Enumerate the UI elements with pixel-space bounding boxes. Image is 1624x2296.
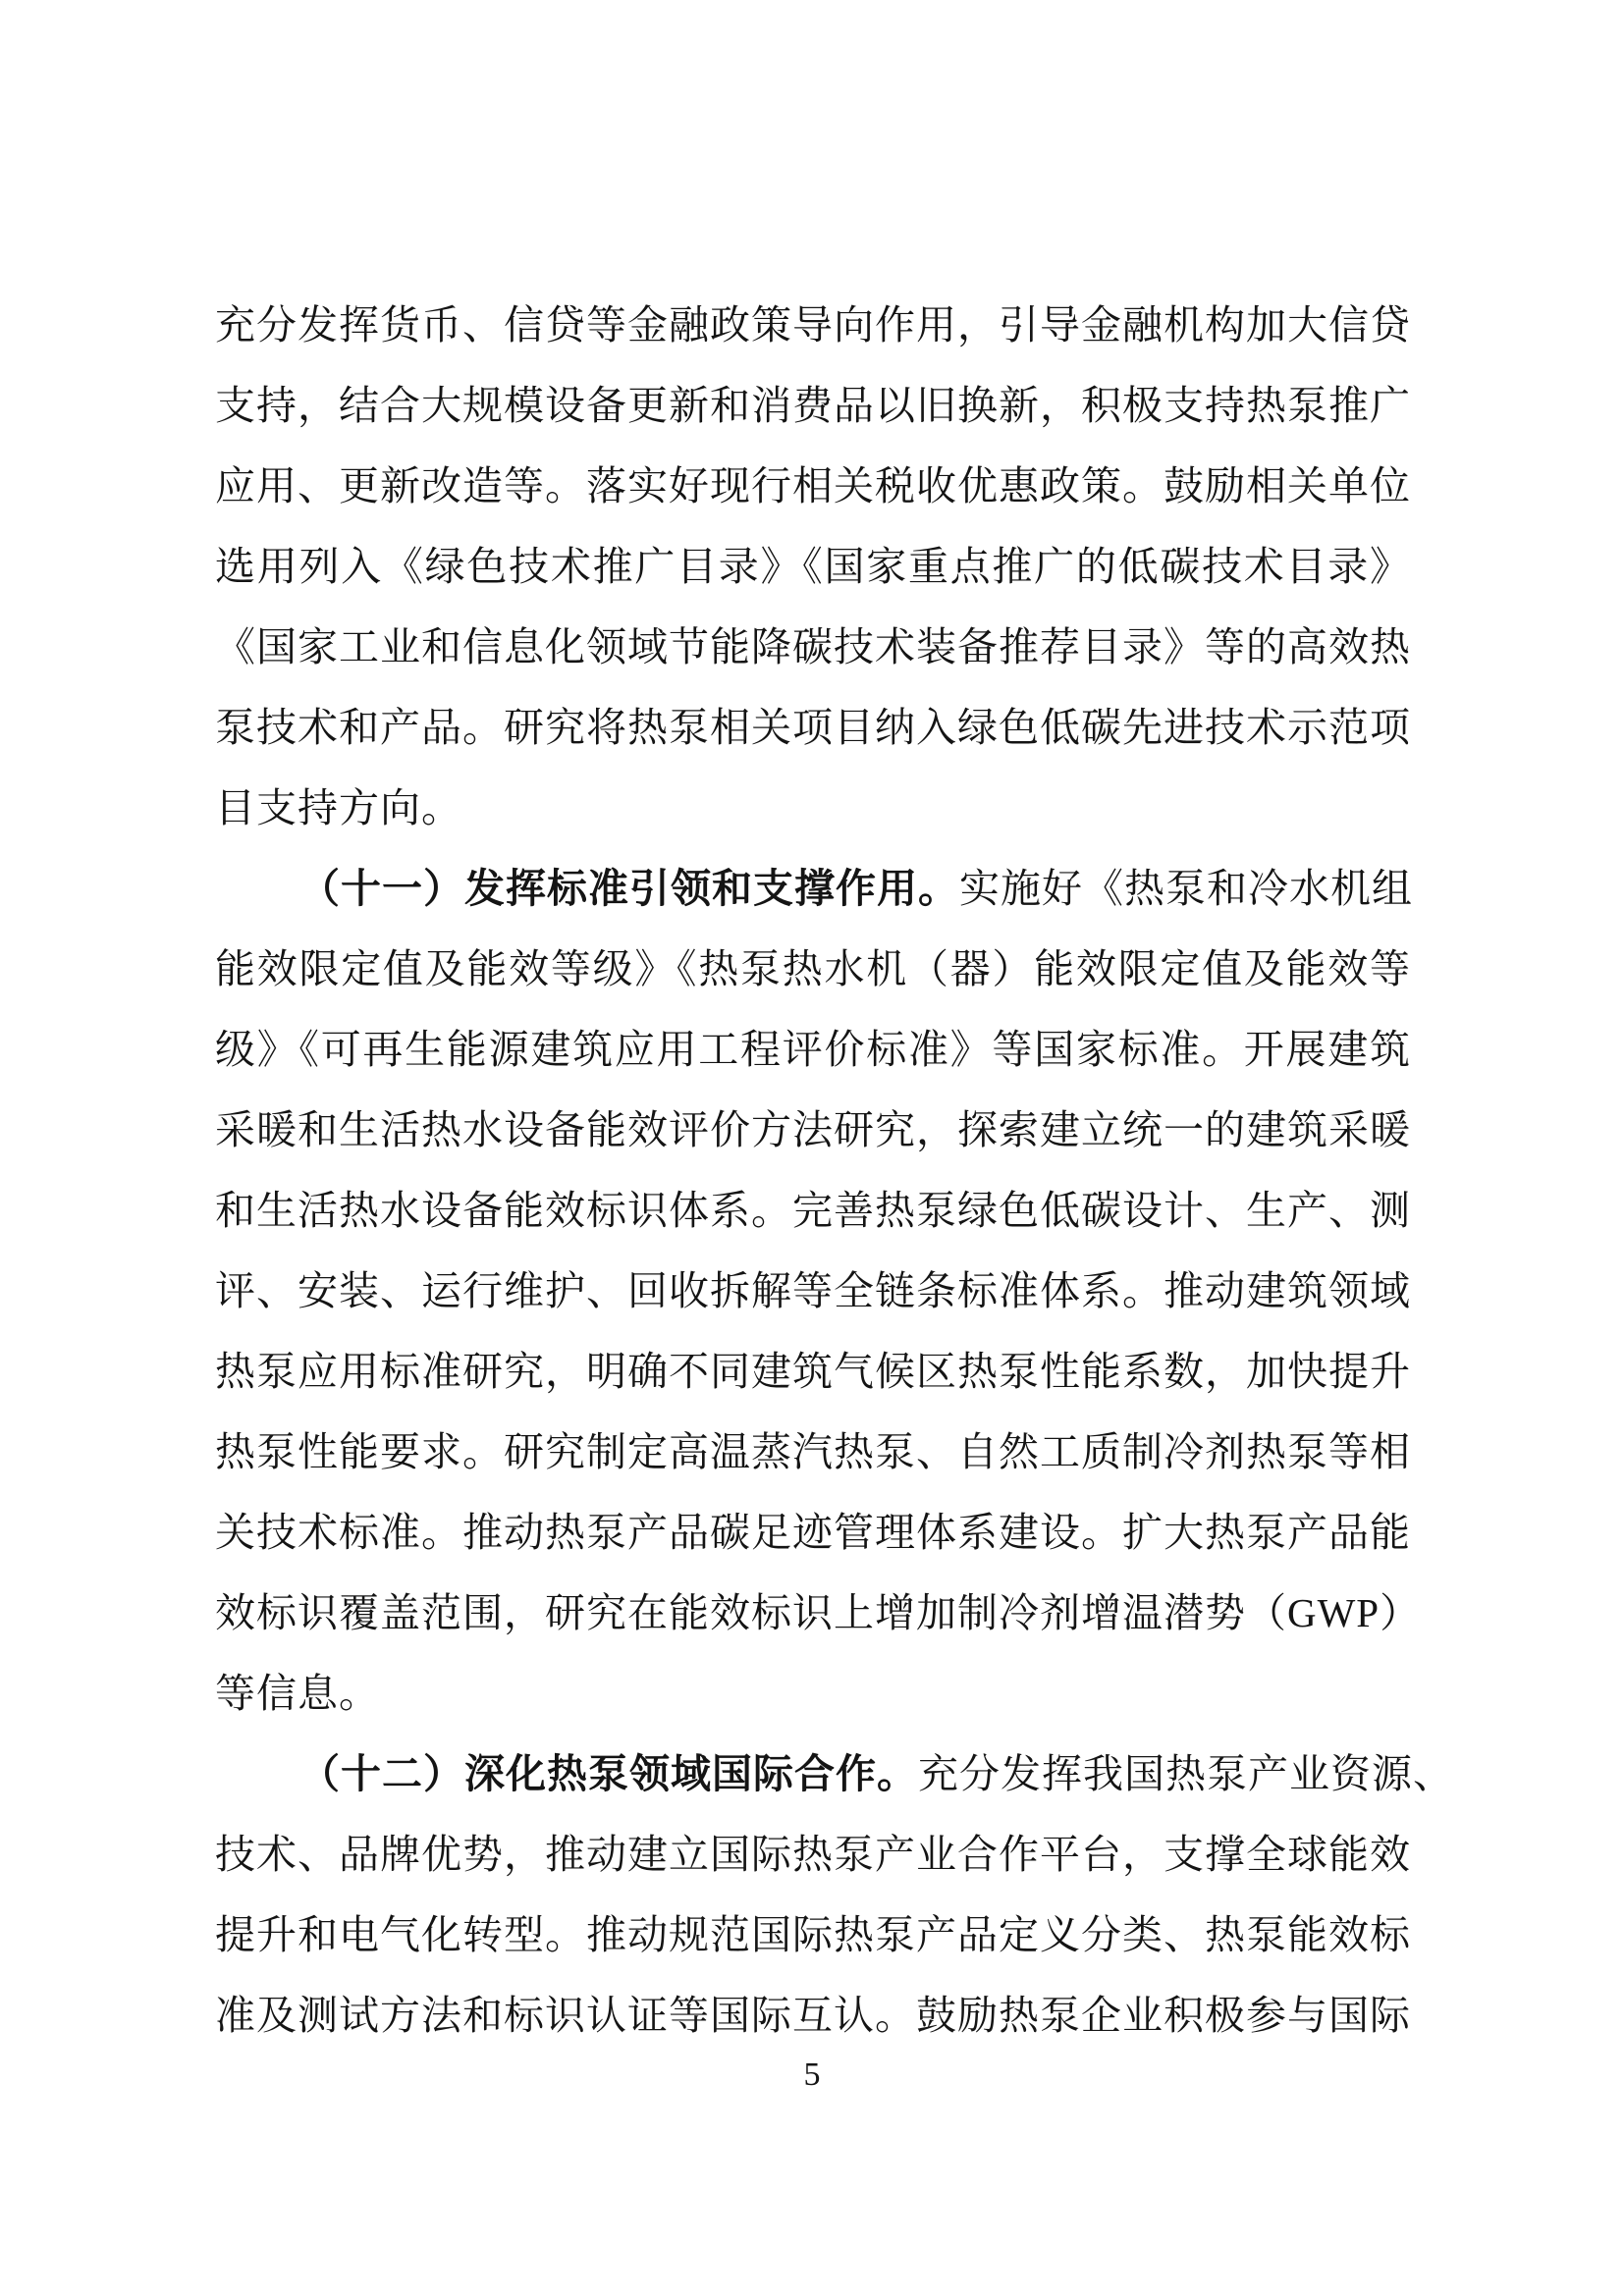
text-line: 和生活热水设备能效标识体系。完善热泵绿色低碳设计、生产、测 bbox=[215, 1188, 1411, 1233]
text-line: 级》《可再生能源建筑应用工程评价标准》等国家标准。开展建筑 bbox=[215, 1027, 1411, 1072]
section-12-heading: （十二）深化热泵领域国际合作。 bbox=[299, 1751, 918, 1796]
text-line: 关技术标准。推动热泵产品碳足迹管理体系建设。扩大热泵产品能 bbox=[215, 1510, 1411, 1555]
text-line: 能效限定值及能效等级》《热泵热水机（器）能效限定值及能效等 bbox=[215, 946, 1411, 991]
text-line: 支持，结合大规模设备更新和消费品以旧换新，积极支持热泵推广 bbox=[215, 383, 1411, 428]
section-11-body-start: 实施好《热泵和冷水机组 bbox=[959, 866, 1413, 911]
text-line: 技术、品牌优势，推动建立国际热泵产业合作平台，支撑全球能效 bbox=[215, 1832, 1411, 1877]
section-11-heading-line bbox=[215, 848, 1411, 929]
text-line: 泵技术和产品。研究将热泵相关项目纳入绿色低碳先进技术示范项 bbox=[215, 705, 1411, 750]
paragraph-end-line: 等信息。 bbox=[215, 1671, 380, 1716]
text-line: 热泵性能要求。研究制定高温蒸汽热泵、自然工质制冷剂热泵等相 bbox=[215, 1429, 1411, 1474]
text-line: 选用列入《绿色技术推广目录》《国家重点推广的低碳技术目录》 bbox=[215, 544, 1411, 589]
text-line: 准及测试方法和标识认证等国际互认。鼓励热泵企业积极参与国际 bbox=[215, 1993, 1411, 2038]
text-line: 提升和电气化转型。推动规范国际热泵产品定义分类、热泵能效标 bbox=[215, 1912, 1411, 1957]
text-line: 应用、更新改造等。落实好现行相关税收优惠政策。鼓励相关单位 bbox=[215, 463, 1411, 508]
text-line: 评、安装、运行维护、回收拆解等全链条标准体系。推动建筑领域 bbox=[215, 1268, 1411, 1313]
section-12-body-start: 充分发挥我国热泵产业资源、 bbox=[918, 1751, 1454, 1796]
section-12-heading-line bbox=[215, 1734, 1454, 1814]
text-line: 《国家工业和信息化领域节能降碳技术装备推荐目录》等的高效热 bbox=[215, 624, 1411, 669]
text-line: 充分发挥货币、信贷等金融政策导向作用，引导金融机构加大信贷 bbox=[215, 302, 1411, 347]
page-number: 5 bbox=[803, 2056, 821, 2093]
document-body bbox=[215, 285, 1454, 2056]
paragraph-end-line: 目支持方向。 bbox=[215, 785, 462, 830]
text-line: 采暖和生活热水设备能效评价方法研究，探索建立统一的建筑采暖 bbox=[215, 1107, 1411, 1152]
section-11-heading: （十一）发挥标准引领和支撑作用。 bbox=[299, 866, 959, 911]
text-line: 热泵应用标准研究，明确不同建筑气候区热泵性能系数，加快提升 bbox=[215, 1349, 1411, 1394]
text-line: 效标识覆盖范围，研究在能效标识上增加制冷剂增温潜势（GWP） bbox=[215, 1590, 1422, 1635]
